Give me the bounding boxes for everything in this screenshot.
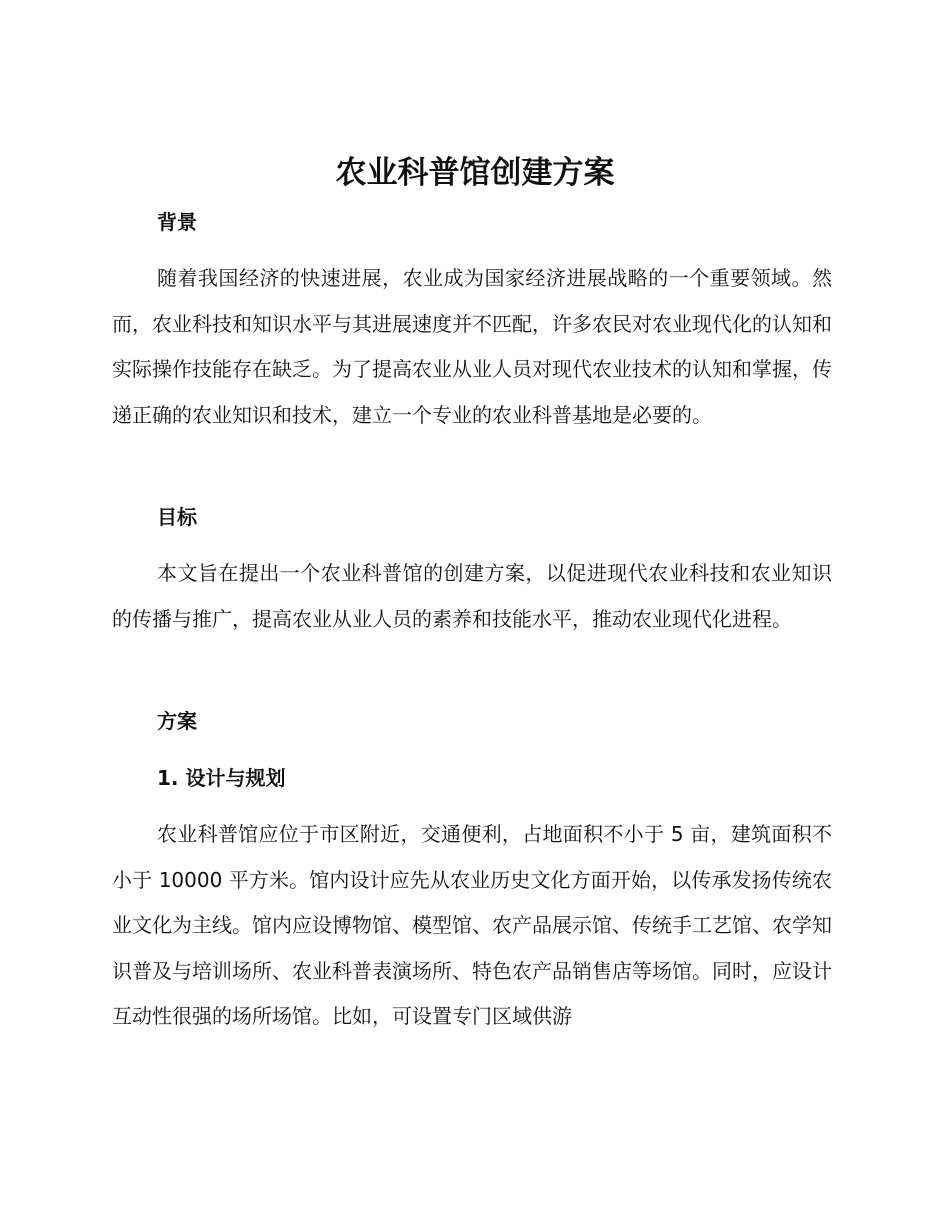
subsection-heading-design: 1. 设计与规划 (157, 766, 286, 790)
section-heading-background: 背景 (157, 210, 197, 234)
paragraph-background: 随着我国经济的快速进展，农业成为国家经济进展战略的一个重要领域。然而，农业科技和知识水平与其进展速度并不匹配，许多农民对农业现代化的认知和实际操作技能存在缺乏。为了提高农业从业人员对现代农业技术的认知和掌握，传递正确的农业知识和技术，建立一个专业的农业科普基地是必要的。 (112, 266, 832, 427)
document-title: 农业科普馆创建方案 (335, 155, 615, 191)
section-heading-goal: 目标 (157, 505, 197, 529)
paragraph-design: 农业科普馆应位于市区附近，交通便利，占地面积不小于 5 亩，建筑面积不小于 10000 平方米。馆内设计应先从农业历史文化方面开始，以传承发扬传统农业文化为主线。馆内应设博物馆、模型馆、农产品展示馆、传统手工艺馆、农学知识普及与培训场所、农业科普表演场所、特色农产品销售店等场馆。同时，应设计互动性很强的场所场馆。比如，可设置专门区域供游 (112, 822, 832, 1028)
section-heading-plan: 方案 (157, 709, 197, 733)
paragraph-goal: 本文旨在提出一个农业科普馆的创建方案，以促进现代农业科技和农业知识的传播与推广，提高农业从业人员的素养和技能水平，推动农业现代化进程。 (112, 561, 832, 631)
